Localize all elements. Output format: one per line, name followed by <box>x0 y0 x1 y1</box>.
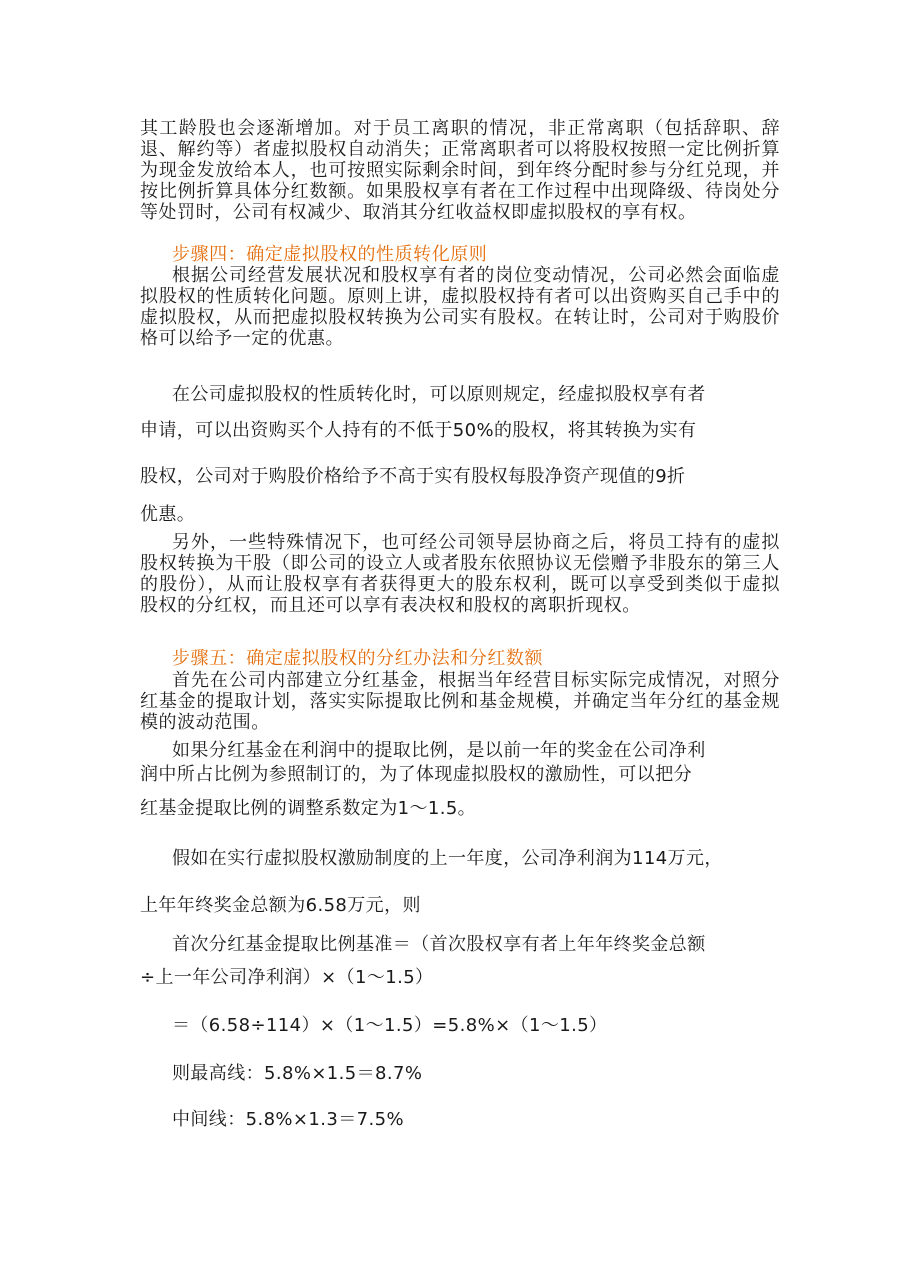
paragraph-example-line-2: 上年年终奖金总额为6.58万元，则 <box>140 895 421 916</box>
section-heading-step-5: 步骤五：确定虚拟股权的分红办法和分红数额 <box>172 648 543 669</box>
formula-base-ratio-line-2: ÷上一年公司净利润）×（1～1.5） <box>140 967 434 988</box>
paragraph-extraction-ratio-line-1: 如果分红基金在利润中的提取比例，是以前一年的奖金在公司净利 <box>172 740 706 761</box>
paragraph-conversion-rule-line-3: 股权，公司对于购股价格给予不高于实有股权每股净资产现值的9折 <box>140 466 686 487</box>
formula-maximum-line: 则最高线：5.8%×1.5＝8.7% <box>172 1063 423 1084</box>
section-heading-step-4: 步骤四：确定虚拟股权的性质转化原则 <box>172 244 488 265</box>
paragraph-exit-rules: 其工龄股也会逐渐增加。对于员工离职的情况，非正常离职（包括辞职、辞退、解约等）者虚拟股权自动消失；正常离职者可以将股权按照一定比例折算为现金发放给本人，也可按照实际剩余时间，到年终分配时参与分红兑现，并按比例折算具体分红数额。如果股权享有者在工作过程中出现降级、待岗处分等处罚时，公司有权减少、取消其分红收益权即虚拟股权的享有权。 <box>140 118 780 223</box>
paragraph-conversion-rule-line-4: 优惠。 <box>140 504 196 525</box>
paragraph-conversion-issue: 根据公司经营发展状况和股权享有者的岗位变动情况，公司必然会面临虚拟股权的性质转化问题。原则上讲，虚拟股权持有者可以出资购买自己手中的虚拟股权，从而把虚拟股权转换为公司实有股权。在转让时，公司对于购股价格可以给予一定的优惠。 <box>140 265 780 349</box>
paragraph-example-line-1: 假如在实行虚拟股权激励制度的上一年度，公司净利润为114万元， <box>172 848 723 869</box>
paragraph-dry-shares: 另外，一些特殊情况下，也可经公司领导层协商之后，将员工持有的虚拟股权转换为干股（即公司的设立人或者股东依照协议无偿赠予非股东的第三人的股份），从而让股权享有者获得更大的股东权利，既可以享受到类似于虚拟股权的分红权，而且还可以享有表决权和股权的离职折现权。 <box>140 532 780 616</box>
paragraph-conversion-rule-line-2: 申请，可以出资购买个人持有的不低于50%的股权，将其转换为实有 <box>140 420 697 441</box>
formula-calculation: ＝（6.58÷114）×（1～1.5）=5.8%×（1～1.5） <box>172 1015 608 1036</box>
paragraph-extraction-ratio-line-3: 红基金提取比例的调整系数定为1～1.5。 <box>140 798 477 819</box>
formula-base-ratio-line-1: 首次分红基金提取比例基准＝（首次股权享有者上年年终奖金总额 <box>172 934 706 955</box>
formula-middle-line: 中间线：5.8%×1.3＝7.5% <box>172 1109 404 1130</box>
paragraph-conversion-rule-line-1: 在公司虚拟股权的性质转化时，可以原则规定，经虚拟股权享有者 <box>172 384 706 405</box>
paragraph-extraction-ratio-line-2: 润中所占比例为参照制订的，为了体现虚拟股权的激励性，可以把分 <box>140 764 692 785</box>
paragraph-dividend-fund: 首先在公司内部建立分红基金，根据当年经营目标实际完成情况，对照分红基金的提取计划，落实实际提取比例和基金规模，并确定当年分红的基金规模的波动范围。 <box>140 670 780 733</box>
